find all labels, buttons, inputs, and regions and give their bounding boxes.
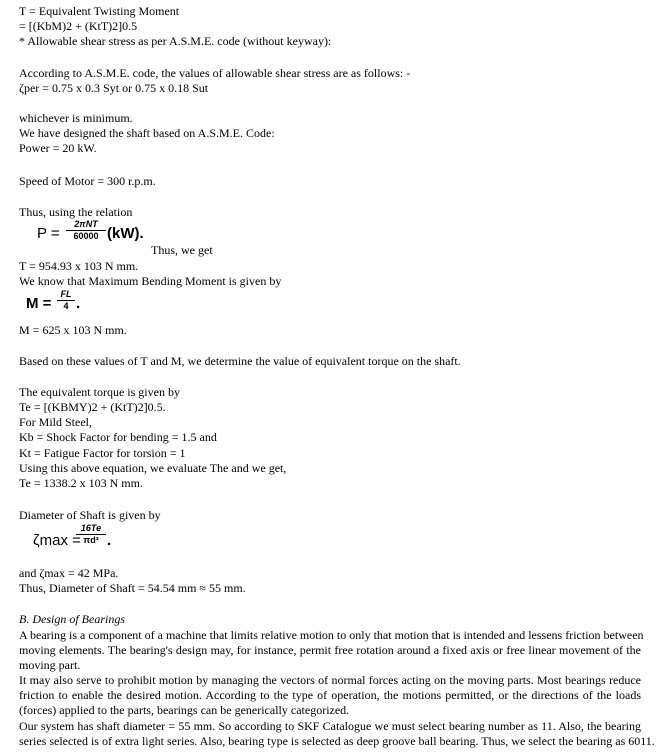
equation-rhs: .	[107, 532, 112, 549]
paragraph-line: moving elements. The bearing's design may, for instance, permit free rotation around a fixed axis or free linear movement of the	[19, 643, 641, 657]
text-line: The equivalent torque is given by	[19, 385, 180, 399]
equation-lhs: P =	[37, 225, 60, 242]
text-line: T = Equivalent Twisting Moment	[19, 4, 180, 18]
text-line: and ζmax = 42 MPa.	[19, 566, 119, 580]
text-line: Te = [(KBMY)2 + (KtT)2]0.5.	[19, 400, 166, 414]
text-line: M = 625 x 103 N mm.	[19, 323, 127, 337]
text-line: = [(KbM)2 + (KtT)2]0.5	[19, 19, 138, 33]
paragraph-line: series selected is of extra light series. Also, bearing type is selected as deep groove ball bearing. Thus, we select the bearing as 6011.	[19, 734, 655, 748]
equation-numerator: FL	[60, 289, 72, 299]
text-line: ζper = 0.75 x 0.3 Syt or 0.75 x 0.18 Sut	[19, 81, 209, 95]
paragraph-line: friction to enable the desired motion. According to the type of operation, the motions permitted, or the directions of the loads	[19, 688, 641, 702]
text-line: Diameter of Shaft is given by	[19, 508, 161, 522]
text-line: Kt = Fatigue Factor for torsion = 1	[19, 446, 186, 460]
text-line: Power = 20 kW.	[19, 141, 97, 155]
equation-numerator: 2πNT	[74, 219, 98, 229]
equation-denominator: 4	[63, 301, 69, 311]
equation-denominator: 60000	[73, 231, 99, 241]
equation-rhs: .	[76, 295, 81, 312]
equation-fraction	[76, 523, 106, 546]
paragraph-line: Our system has shaft diameter = 55 mm. So according to SKF Catalogue we must select bearing number as 11. Also, the bearing	[19, 719, 641, 733]
equation-lhs: ζmax =	[33, 532, 81, 549]
text-line: Thus, using the relation	[19, 205, 133, 219]
equation-lhs: M =	[26, 295, 52, 312]
text-line: We know that Maximum Bending Moment is given by	[19, 274, 282, 288]
text-line: Based on these values of T and M, we determine the value of equivalent torque on the shaft.	[19, 354, 461, 368]
text-line: T = 954.93 x 103 N mm.	[19, 259, 139, 273]
text-line: Using this above equation, we evaluate The and we get,	[19, 461, 287, 475]
text-line: * Allowable shear stress as per A.S.M.E. code (without keyway):	[19, 34, 332, 48]
paragraph-line: (forces) applied to the parts, bearings can be generically categorized.	[19, 703, 350, 717]
paragraph-line: It may also serve to prohibit motion by managing the vectors of normal forces acting on the moving parts. Most bearings reduce	[19, 673, 641, 687]
text-line: Speed of Motor = 300 r.p.m.	[19, 174, 156, 188]
text-line: Thus, Diameter of Shaft = 54.54 mm ≈ 55 mm.	[19, 581, 246, 595]
equation-denominator: πd³	[83, 535, 99, 545]
text-line: According to A.S.M.E. code, the values of allowable shear stress are as follows: -	[19, 66, 411, 80]
text-line: Thus, we get	[151, 243, 213, 257]
text-line: Te = 1338.2 x 103 N mm.	[19, 476, 143, 490]
section-heading: B. Design of Bearings	[19, 612, 125, 626]
text-line: We have designed the shaft based on A.S.M.E. Code:	[19, 126, 275, 140]
equation-rhs: (kW).	[107, 225, 144, 242]
text-line: Kb = Shock Factor for bending = 1.5 and	[19, 430, 217, 444]
text-line: For Mild Steel,	[19, 415, 93, 429]
paragraph-line: moving part.	[19, 658, 81, 672]
text-line: whichever is minimum.	[19, 111, 133, 125]
equation-numerator: 16Te	[80, 523, 102, 533]
paragraph-line: A bearing is a component of a machine that limits relative motion to only that motion that is intended and lessens friction between	[19, 628, 644, 642]
equation-fraction	[57, 289, 75, 312]
equation-fraction	[66, 219, 106, 242]
